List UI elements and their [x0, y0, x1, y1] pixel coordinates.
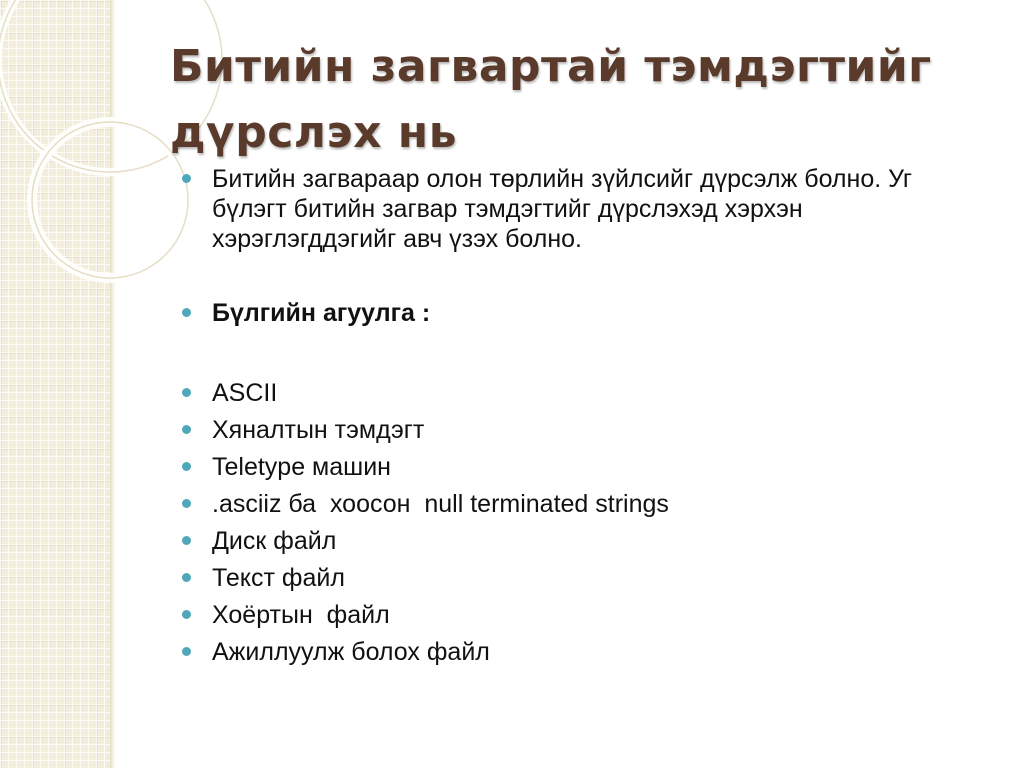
list-item-label: Хоёртын файл — [212, 601, 390, 629]
bullet-dot — [182, 499, 191, 508]
list-item — [182, 489, 982, 519]
bullet-dot — [182, 573, 191, 582]
left-decorative-strip — [0, 0, 112, 768]
list-item-label: Текст файл — [212, 564, 345, 592]
bullet-dot — [182, 462, 191, 471]
section-heading: Бүлгийн агуулга : — [212, 299, 431, 327]
list-item-label: Хяналтын тэмдэгт — [212, 416, 425, 444]
list-item — [182, 378, 982, 408]
list-item — [182, 452, 982, 482]
bullet-dot — [182, 174, 191, 183]
list-item-label: ASCII — [212, 379, 278, 407]
bullet-list — [182, 164, 982, 674]
bullet-dot — [182, 388, 191, 397]
list-item-label: .asciiz ба хоосон null terminated strings — [212, 490, 669, 518]
list-item-label: Ажиллуулж болох файл — [212, 638, 490, 666]
intro-text: Битийн загвараар олон төрлийн зүйлсийг дүрсэлж болно. Уг бүлэгт битийн загвар тэмдэгтийг дүрслэхэд хэрхэн хэрэглэгддэгийг авч үзэх болно. — [212, 165, 912, 253]
list-item — [182, 526, 982, 556]
list-item — [182, 415, 982, 445]
list-item — [182, 637, 982, 667]
bullet-dot — [182, 308, 191, 317]
slide-title: Битийн загвартай тэмдэгтийг дүрслэх нь — [170, 41, 932, 158]
list-item-label: Teletype машин — [212, 453, 391, 481]
bullet-dot — [182, 425, 191, 434]
bullet-intro — [182, 164, 982, 254]
list-item-label: Диск файл — [212, 527, 337, 555]
bullet-section-heading — [182, 298, 982, 328]
bullet-dot — [182, 536, 191, 545]
bullet-dot — [182, 647, 191, 656]
list-item — [182, 600, 982, 630]
bullet-dot — [182, 610, 191, 619]
list-item — [182, 563, 982, 593]
strip-edge — [110, 0, 116, 768]
